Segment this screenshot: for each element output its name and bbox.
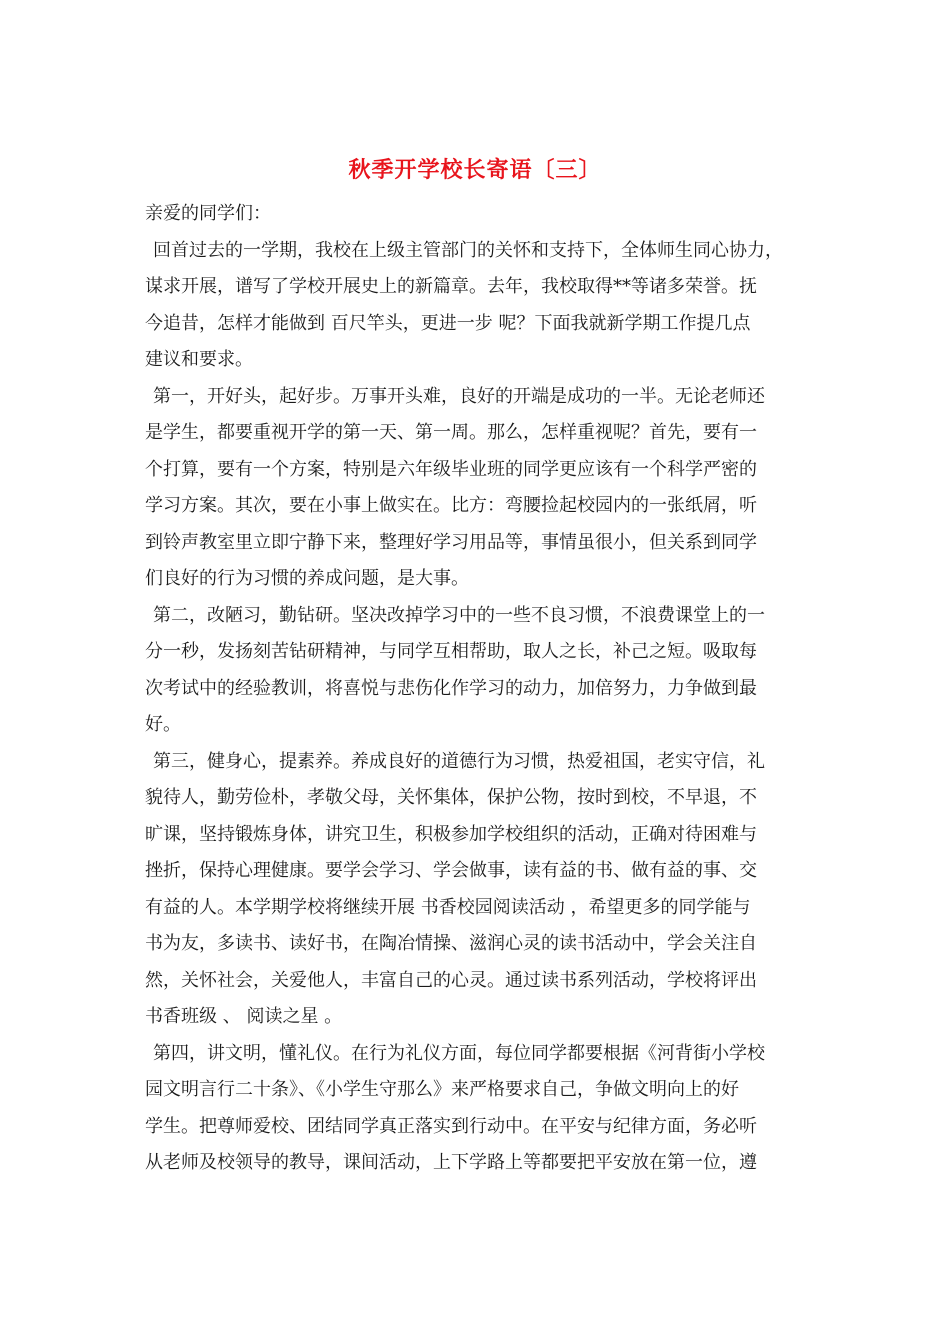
document-body bbox=[145, 196, 810, 1182]
body-line: 第四，讲文明，懂礼仪。在行为礼仪方面，每位同学都要根据《河背街小学校 bbox=[153, 1042, 765, 1064]
body-line: 第二，改陋习，勤钻研。坚决改掉学习中的一些不良习惯，不浪费课堂上的一 bbox=[153, 604, 765, 626]
body-line: 谋求开展，谱写了学校开展史上的新篇章。去年，我校取得**等诸多荣誉。抚 bbox=[145, 276, 757, 297]
body-line: 亲爱的同学们： bbox=[145, 203, 271, 224]
body-line: 园文明言行二十条》、《小学生守那么》来严格要求自己，争做文明向上的好 bbox=[145, 1079, 739, 1100]
body-line: 是学生，都要重视开学的第一天、第一周。那么，怎样重视呢？首先，要有一 bbox=[145, 422, 757, 443]
body-line: 次考试中的经验教训，将喜悦与悲伤化作学习的动力，加倍努力，力争做到最 bbox=[145, 677, 757, 699]
body-line: 书香班级 、 阅读之星 。 bbox=[145, 1006, 343, 1027]
body-line: 从老师及校领导的教导，课间活动，上下学路上等都要把平安放在第一位，遵 bbox=[145, 1152, 757, 1173]
document-title: 秋季开学校长寄语〔三〕 bbox=[348, 157, 602, 183]
body-line: 好。 bbox=[145, 714, 181, 735]
body-line: 学生。把尊师爱校、团结同学真正落实到行动中。在平安与纪律方面，务必听 bbox=[145, 1115, 757, 1137]
body-line: 个打算，要有一个方案，特别是六年级毕业班的同学更应该有一个科学严密的 bbox=[145, 458, 757, 480]
body-line: 挫折，保持心理健康。要学会学习、学会做事，读有益的书、做有益的事、交 bbox=[145, 860, 757, 881]
body-line: 今追昔，怎样才能做到 百尺竿头，更进一步 呢？下面我就新学期工作提几点 bbox=[145, 312, 751, 334]
body-line: 第一，开好头，起好步。万事开头难，良好的开端是成功的一半。无论老师还 bbox=[153, 385, 765, 407]
body-line: 到铃声教室里立即宁静下来，整理好学习用品等，事情虽很小，但关系到同学 bbox=[145, 531, 757, 553]
body-line: 分一秒，发扬刻苦钻研精神，与同学互相帮助，取人之长，补己之短。吸取每 bbox=[145, 641, 757, 662]
body-line: 然，关怀社会，关爱他人，丰富自己的心灵。通过读书系列活动，学校将评出 bbox=[145, 969, 757, 991]
body-line: 学习方案。其次，要在小事上做实在。比方：弯腰捡起校园内的一张纸屑，听 bbox=[145, 495, 757, 516]
body-line: 建议和要求。 bbox=[145, 349, 253, 370]
body-line: 貌待人，勤劳俭朴，孝敬父母，关怀集体，保护公物，按时到校，不早退，不 bbox=[145, 787, 757, 808]
body-line: 有益的人。本学期学校将继续开展 书香校园阅读活动 ，希望更多的同学能与 bbox=[145, 896, 751, 918]
body-line: 书为友，多读书、读好书，在陶冶情操、滋润心灵的读书活动中，学会关注自 bbox=[145, 933, 757, 954]
body-line: 回首过去的一学期，我校在上级主管部门的关怀和支持下，全体师生同心协力， bbox=[153, 239, 783, 261]
body-line: 们良好的行为习惯的养成问题，是大事。 bbox=[145, 568, 469, 589]
body-line: 旷课，坚持锻炼身体，讲究卫生，积极参加学校组织的活动，正确对待困难与 bbox=[145, 823, 757, 845]
body-line: 第三，健身心，提素养。养成良好的道德行为习惯，热爱祖国，老实守信，礼 bbox=[153, 750, 765, 772]
